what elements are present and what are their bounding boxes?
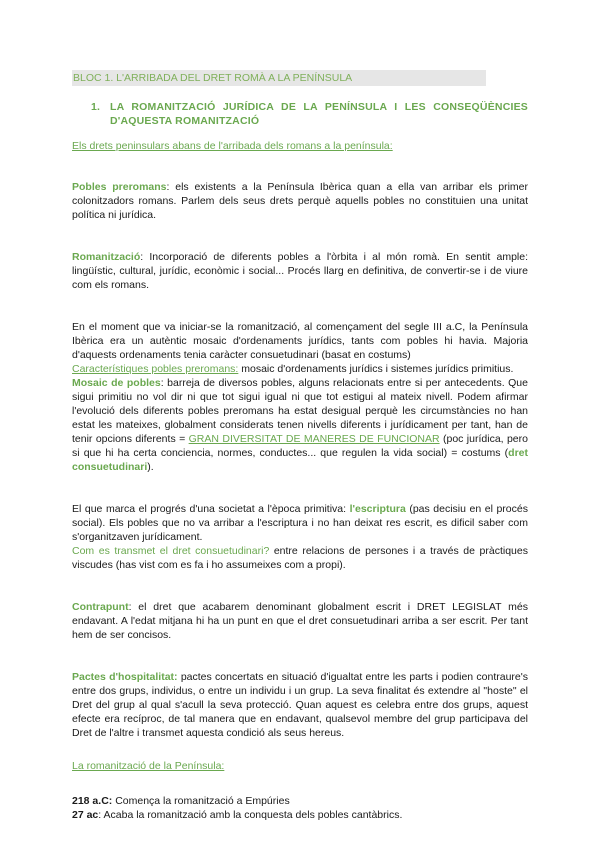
paragraph-pactes: Pactes d'hospitalitat: pactes concertats en situació d'igualtat entre les parts i podien contraure's entre dos grups, individus, o entre un individu i un grup. La seva finalitat és extendre al "hoste" el Dret del grup al qual s'acull la seva protecció. Quan aquest es celebra entre dos grups, aquest efecte era recíproc, de tal manera que en endavant, qualsevol membre del grup participava del Dret de l'altre i transmet aquesta condició als seus hereus.: [72, 671, 529, 739]
term-dret-consuetudinari: dret consuetudinari: [72, 447, 528, 473]
timeline-date: 218 a.C:: [72, 795, 113, 807]
paragraph-romanitzacio: Romanització: Incorporació de diferents pobles a l'òrbita i al món romà. En sentit ample: lingüístic, cultural, jurídic, econòmic i social... Procés llarg en definitiva, de convertir-se i de viure com els romans.: [72, 251, 528, 291]
heading-number: 1.: [91, 101, 101, 113]
term-pobles-preromans: Pobles preromans: [72, 181, 167, 193]
paragraph-pobles-preromans: Pobles preromans: els existents a la Península Ibèrica quan a ella van arribar els primer colonitzadors romans. Parlem dels seus drets perquè aquells pobles no constituien una unitat política ni jurídica.: [72, 181, 528, 221]
timeline-item: 218 a.C: Comença la romanització a Empúries: [72, 795, 290, 807]
paragraph-transmissio: Com es transmet el dret consuetudinari? entre relacions de persones i a través de pràctiques viscudes (has vist com es fa i ho assumeixes com a propi).: [72, 545, 528, 571]
bloc-title: BLOC 1. L'ARRIBADA DEL DRET ROMÀ A LA PENÍNSULA: [72, 70, 486, 86]
term-mosaic-de-pobles: Mosaic de pobles: [72, 377, 161, 389]
term-escriptura: l'escriptura: [349, 503, 406, 515]
paragraph-moment: En el moment que va iniciar-se la romanització, al començament del segle III a.C, la Península Ibèrica era un autèntic mosaic d'ordenaments jurídics, tants com pobles hi havia. Majoria d'aquests ordenaments tenia caràcter consuetudinari (basat en costums): [72, 321, 528, 361]
paragraph-contrapunt: Contrapunt: el dret que acabarem denominant globalment escrit i DRET LEGISLAT més endavant. A l'edat mitjana hi ha un punt en que el dret consuetudinari arriba a ser escrit. Per tant hem de ser concisos.: [72, 601, 528, 641]
link-caracteristiques: Característiques pobles preromans:: [72, 363, 239, 375]
paragraph-escriptura: El que marca el progrés d'una societat a l'època primitiva: l'escriptura (pas decisiu en el procés social). Els pobles que no va arribar a l'escriptura i no han deixat res escrit, es dificil saber com s'organitzaven jurídicament.: [72, 503, 528, 543]
heading-text: LA ROMANITZACIÓ JURÍDICA DE LA PENÍNSULA I LES CONSEQÜÈNCIES D'AQUESTA ROMANITZACIÓ: [110, 101, 528, 127]
link-gran-diversitat: GRAN DIVERSITAT DE MANERES DE FUNCIONAR: [188, 433, 440, 445]
document-page: [72, 70, 528, 822]
section-heading: [72, 100, 528, 128]
paragraph-caracteristiques: Característiques pobles preromans: mosaic d'ordenaments jurídics i sistemes jurídics primitius.: [72, 363, 514, 375]
term-contrapunt: Contrapunt: [72, 601, 129, 613]
term-romanitzacio: Romanització: [72, 251, 141, 263]
timeline-date: 27 ac: [72, 809, 99, 821]
question-transmissio: Com es transmet el dret consuetudinari?: [72, 545, 270, 557]
term-pactes-hospitalitat: Pactes d'hospitalitat:: [72, 671, 178, 683]
paragraph-mosaic: Mosaic de pobles: barreja de diversos pobles, alguns relacionats entre si per antecedents. Que sigui primitiu no vol dir ni que tot sigui igual ni que tot estigui al mateix nivell. Podem afirmar l'evolució dels diferents pobles preromans ha estat desigual perquè les circumstàncies no han estat les mateixes, globalment considerats tenen nivells diferents i jurídicament per tant, han de tenir opcions diferents = GRAN DIVERSITAT DE MANERES DE FUNCIONAR (poc jurídica, pero si que hi ha certa conciencia, normes, conductes... que regulen la vida social) = costums (dret consuetudinari).: [72, 377, 528, 473]
subtitle-pre-roman-rights: Els drets peninsulars abans de l'arribada dels romans a la península:: [72, 140, 393, 152]
subtitle-romanitzacio-peninsula: La romanització de la Península:: [72, 760, 225, 772]
timeline-item: 27 ac: Acaba la romanització amb la conquesta dels pobles cantàbrics.: [72, 809, 403, 821]
